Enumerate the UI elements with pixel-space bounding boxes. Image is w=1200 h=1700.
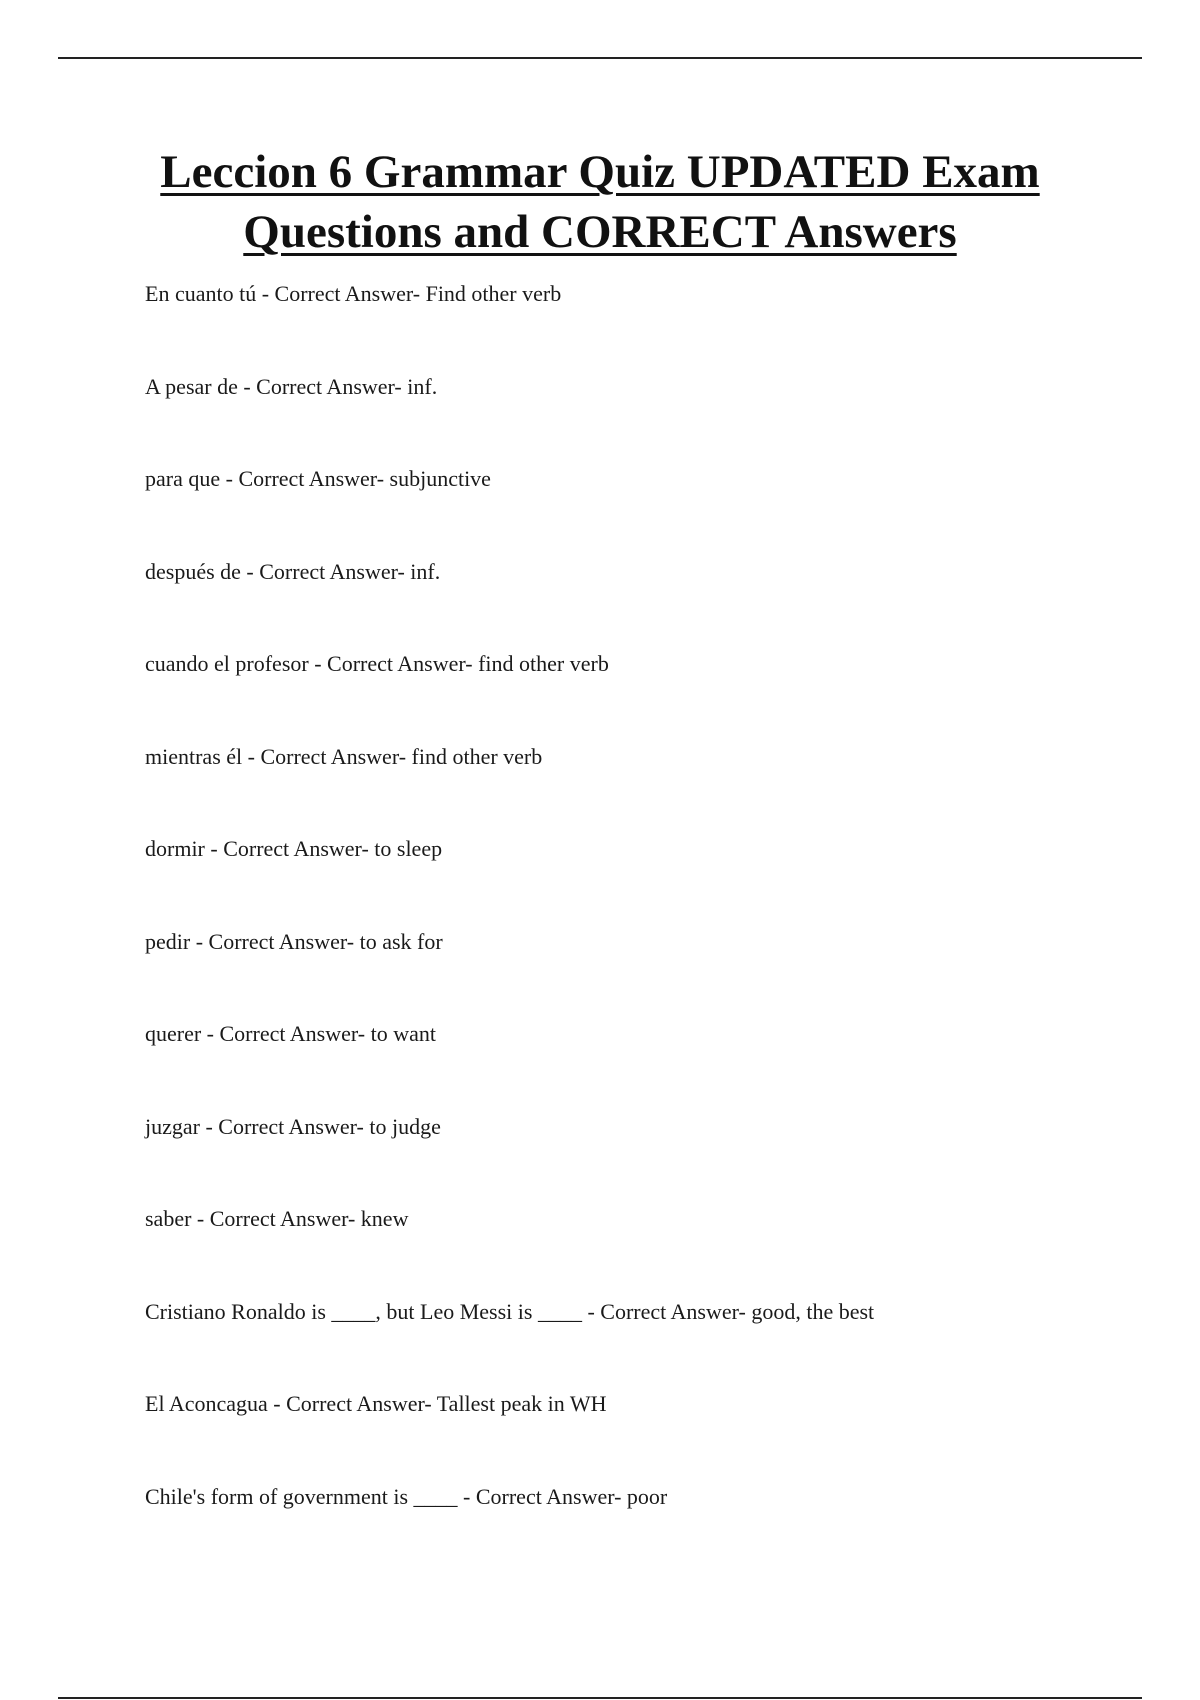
qa-item: juzgar - Correct Answer- to judge	[145, 1113, 441, 1139]
qa-item: El Aconcagua - Correct Answer- Tallest peak in WH	[145, 1391, 607, 1416]
bottom-divider	[58, 1697, 1142, 1699]
question-answer-list	[145, 278, 1145, 1573]
qa-item: querer - Correct Answer- to want	[145, 1021, 436, 1046]
qa-item: saber - Correct Answer- knew	[145, 1206, 409, 1231]
qa-item: En cuanto tú - Correct Answer- Find other verb	[145, 281, 562, 306]
top-divider	[58, 57, 1142, 59]
qa-item: A pesar de - Correct Answer- inf.	[145, 373, 438, 399]
qa-item: para que - Correct Answer- subjunctive	[145, 466, 491, 491]
qa-item: dormir - Correct Answer- to sleep	[145, 836, 443, 861]
document-title: Leccion 6 Grammar Quiz UPDATED Exam Questions and CORRECT Answers	[160, 146, 1040, 258]
qa-item: mientras él - Correct Answer- find other verb	[145, 743, 543, 769]
qa-item: pedir - Correct Answer- to ask for	[145, 928, 443, 954]
qa-item: después de - Correct Answer- inf.	[145, 558, 441, 584]
qa-item: Chile's form of government is ____ - Correct Answer- poor	[145, 1483, 668, 1509]
qa-item: cuando el profesor - Correct Answer- find other verb	[145, 651, 609, 676]
qa-item: Cristiano Ronaldo is ____, but Leo Messi is ____ - Correct Answer- good, the best	[145, 1298, 875, 1324]
